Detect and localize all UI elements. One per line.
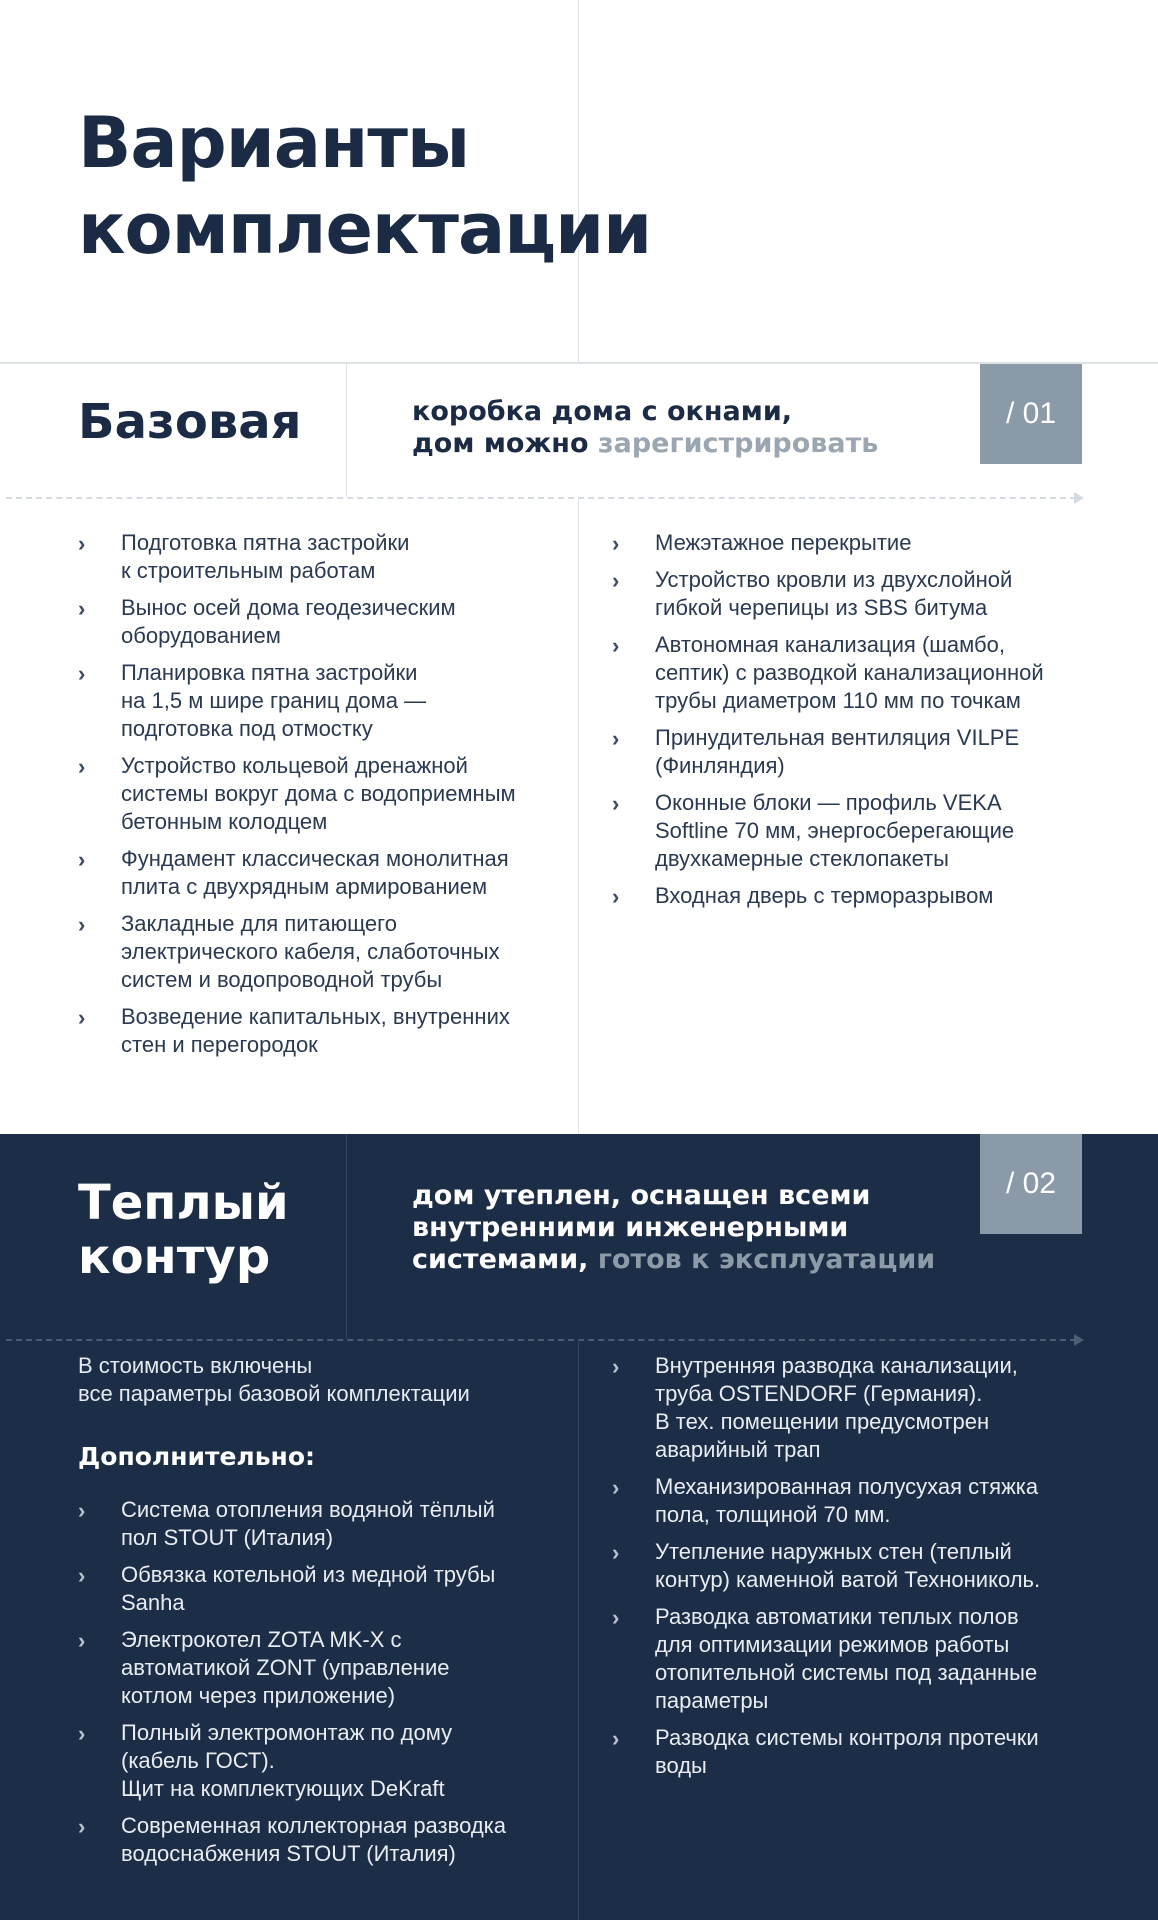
package-basic bbox=[0, 364, 1158, 1134]
list-item bbox=[612, 1352, 1112, 1464]
list-item bbox=[612, 631, 1112, 715]
list-item bbox=[612, 1538, 1112, 1594]
package-description bbox=[412, 396, 972, 460]
list-item bbox=[612, 724, 1112, 780]
divider bbox=[578, 1340, 579, 1920]
description-text: системами, bbox=[412, 1244, 598, 1275]
chevron-right-icon: › bbox=[78, 596, 86, 621]
list-item bbox=[612, 1473, 1112, 1529]
description-line bbox=[412, 428, 972, 460]
description-highlight: готов к эксплуатации bbox=[597, 1244, 936, 1275]
chevron-right-icon: › bbox=[612, 1540, 620, 1565]
list-item-text: Автономная канализация (шамбо, септик) с разводкой канализационной трубы диаметром 110 мм по точкам bbox=[655, 632, 1044, 713]
list-item bbox=[78, 1719, 568, 1803]
list-item-text: Закладные для питающего электрического кабеля, слаботочных систем и водопроводной трубы bbox=[121, 911, 500, 992]
dashed-divider bbox=[6, 1339, 1076, 1341]
list-item-text: Оконные блоки — профиль VEKA Softline 70 мм, энергосберегающие двухкамерные стеклопакеты bbox=[655, 790, 1015, 871]
package-description bbox=[412, 1180, 972, 1276]
list-item-text: Устройство кольцевой дренажной системы вокруг дома с водоприемным бетонным колодцем bbox=[121, 753, 516, 834]
package-title: Базовая bbox=[78, 394, 302, 450]
divider bbox=[578, 498, 579, 1134]
chevron-right-icon: › bbox=[78, 847, 86, 872]
list-item bbox=[612, 882, 1112, 910]
chevron-right-icon: › bbox=[612, 633, 620, 658]
chevron-right-icon: › bbox=[78, 912, 86, 937]
chevron-right-icon: › bbox=[78, 661, 86, 686]
feature-list bbox=[612, 529, 1112, 919]
list-item-text: Полный электромонтаж по дому (кабель ГОСТ). Щит на комплектующих DeKraft bbox=[121, 1720, 453, 1801]
package-title-line: Теплый bbox=[78, 1175, 289, 1231]
page-title bbox=[78, 100, 718, 272]
list-item bbox=[612, 566, 1112, 622]
chevron-right-icon: › bbox=[78, 531, 86, 556]
description-highlight: зарегистрировать bbox=[597, 428, 879, 459]
title-block bbox=[0, 0, 1158, 362]
list-item bbox=[78, 1003, 558, 1059]
list-item-text: Современная коллекторная разводка водоснабжения STOUT (Италия) bbox=[121, 1813, 506, 1866]
chevron-right-icon: › bbox=[612, 568, 620, 593]
arrow-right-icon bbox=[1074, 1334, 1084, 1346]
list-item-text: Обвязка котельной из медной трубы Sanha bbox=[121, 1562, 496, 1615]
included-note: В стоимость включены все параметры базовой комплектации bbox=[78, 1353, 470, 1406]
list-item bbox=[612, 1724, 1112, 1780]
description-line: внутренними инженерными bbox=[412, 1212, 849, 1243]
chevron-right-icon: › bbox=[78, 1563, 86, 1588]
chevron-right-icon: › bbox=[78, 1721, 86, 1746]
package-number-badge: / 01 bbox=[980, 364, 1082, 464]
list-item-text: Устройство кровли из двухслойной гибкой черепицы из SBS битума bbox=[655, 567, 1013, 620]
list-item bbox=[78, 659, 558, 743]
package-title-line: контур bbox=[78, 1229, 271, 1285]
list-item-text: Вынос осей дома геодезическим оборудованием bbox=[121, 595, 456, 648]
list-item-text: Утепление наружных стен (теплый контур) каменной ватой Технониколь. bbox=[655, 1539, 1041, 1592]
chevron-right-icon: › bbox=[612, 726, 620, 751]
list-item-text: Принудительная вентиляция VILPE (Финляндия) bbox=[655, 725, 1020, 778]
feature-list bbox=[78, 1496, 568, 1877]
description-line: дом утеплен, оснащен всеми bbox=[412, 1180, 871, 1211]
list-item-text: Подготовка пятна застройки к строительным работам bbox=[121, 530, 410, 583]
list-item-text: Система отопления водяной тёплый пол STOUT (Италия) bbox=[121, 1497, 495, 1550]
chevron-right-icon: › bbox=[78, 1628, 86, 1653]
arrow-right-icon bbox=[1074, 492, 1084, 504]
chevron-right-icon: › bbox=[78, 754, 86, 779]
description-text: дом можно bbox=[412, 428, 598, 459]
list-item bbox=[78, 1626, 568, 1710]
chevron-right-icon: › bbox=[78, 1814, 86, 1839]
chevron-right-icon: › bbox=[612, 884, 620, 909]
list-item-text: Фундамент классическая монолитная плита с двухрядным армированием bbox=[121, 846, 509, 899]
description-line bbox=[412, 1244, 972, 1276]
list-item-text: Возведение капитальных, внутренних стен и перегородок bbox=[121, 1004, 510, 1057]
list-item-text: Разводка автоматики теплых полов для оптимизации режимов работы отопительной системы под заданные параметры bbox=[655, 1604, 1038, 1713]
list-item bbox=[78, 1561, 568, 1617]
package-number-badge: / 02 bbox=[980, 1134, 1082, 1234]
list-item bbox=[78, 1812, 568, 1868]
feature-list bbox=[612, 1352, 1112, 1789]
list-item bbox=[78, 529, 558, 585]
list-item-text: Входная дверь с терморазрывом bbox=[655, 883, 994, 908]
additional-heading: Дополнительно: bbox=[78, 1442, 315, 1471]
list-item bbox=[78, 594, 558, 650]
list-item bbox=[612, 1603, 1112, 1715]
divider bbox=[346, 1134, 347, 1339]
list-item-text: Электрокотел ZOTA MK-X с автоматикой ZONT (управление котлом через приложение) bbox=[121, 1627, 450, 1708]
feature-list bbox=[78, 529, 558, 1068]
description-line: коробка дома с окнами, bbox=[412, 396, 792, 427]
list-item-text: Планировка пятна застройки на 1,5 м шире границ дома — подготовка под отмостку bbox=[121, 660, 427, 741]
list-item bbox=[78, 845, 558, 901]
package-warm-contour bbox=[0, 1134, 1158, 1920]
list-item bbox=[78, 1496, 568, 1552]
chevron-right-icon: › bbox=[612, 1475, 620, 1500]
chevron-right-icon: › bbox=[612, 1354, 620, 1379]
page-title-line: комплектации bbox=[78, 188, 652, 270]
chevron-right-icon: › bbox=[612, 1726, 620, 1751]
list-item-text: Внутренняя разводка канализации, труба OSTENDORF (Германия). В тех. помещении предусмотрен аварийный трап bbox=[655, 1353, 1018, 1462]
list-item bbox=[612, 789, 1112, 873]
package-title bbox=[78, 1176, 289, 1284]
dashed-divider bbox=[6, 497, 1076, 499]
list-item-text: Разводка системы контроля протечки воды bbox=[655, 1725, 1039, 1778]
list-item-text: Межэтажное перекрытие bbox=[655, 530, 912, 555]
list-item bbox=[78, 910, 558, 994]
chevron-right-icon: › bbox=[612, 531, 620, 556]
chevron-right-icon: › bbox=[612, 1605, 620, 1630]
chevron-right-icon: › bbox=[78, 1498, 86, 1523]
page-title-line: Варианты bbox=[78, 102, 470, 184]
chevron-right-icon: › bbox=[78, 1005, 86, 1030]
divider bbox=[346, 364, 347, 497]
list-item-text: Механизированная полусухая стяжка пола, толщиной 70 мм. bbox=[655, 1474, 1039, 1527]
list-item bbox=[612, 529, 1112, 557]
list-item bbox=[78, 752, 558, 836]
chevron-right-icon: › bbox=[612, 791, 620, 816]
